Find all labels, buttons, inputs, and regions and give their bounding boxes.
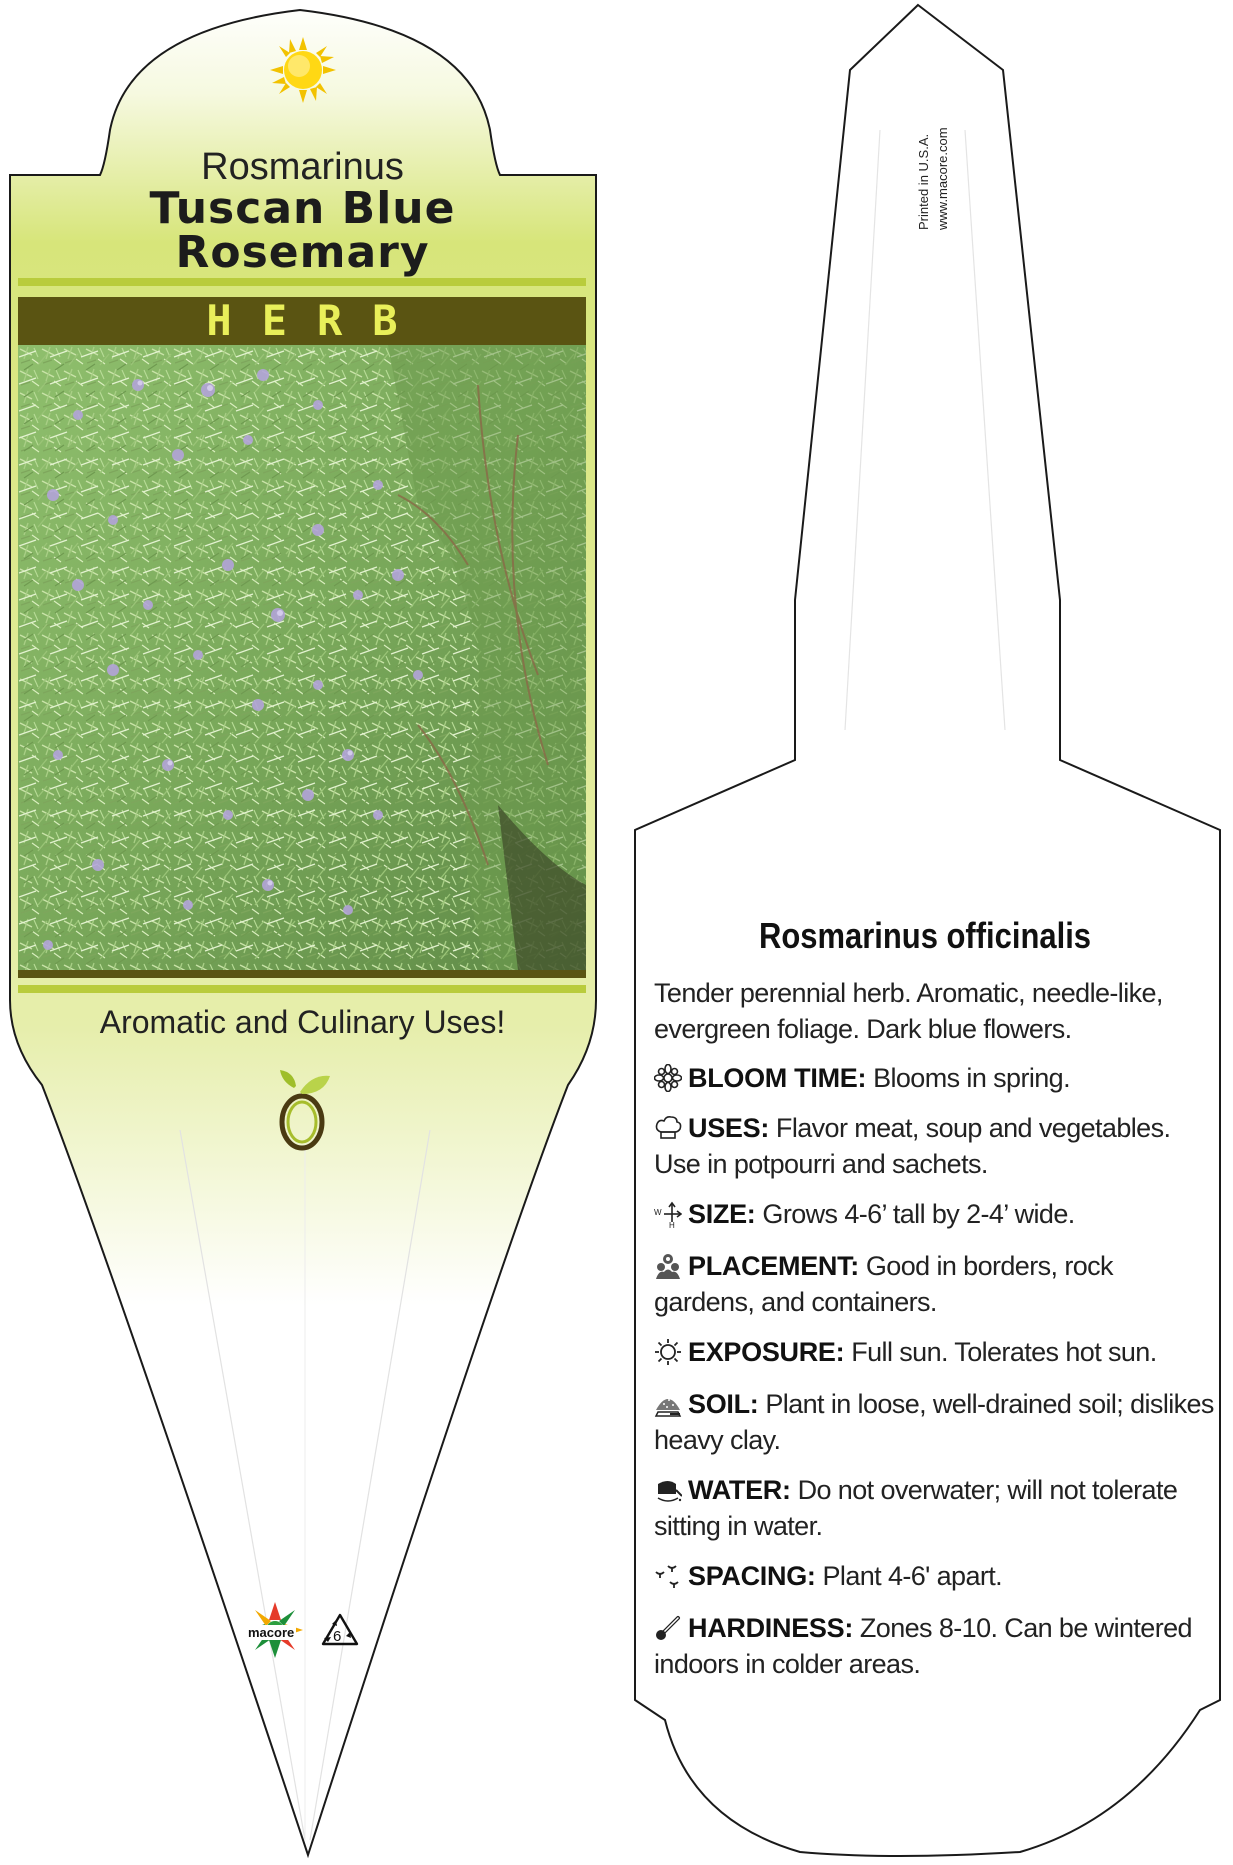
tagline: Aromatic and Culinary Uses! [99, 1004, 506, 1040]
attr-label: PLACEMENT: [688, 1251, 859, 1281]
attr-text: Blooms in spring. [866, 1063, 1070, 1093]
website-text: www.macore.com [935, 127, 950, 230]
recycle-code: 6 [333, 1628, 342, 1645]
common-name-line1: Tuscan Blue [149, 183, 456, 234]
botanical-name: Rosmarinus officinalis [758, 915, 1092, 956]
genus-name: Rosmarinus [201, 146, 404, 188]
attr-water [654, 1472, 1214, 1544]
attr-soil [654, 1386, 1214, 1458]
plant-photo [18, 345, 586, 970]
photo-divider [18, 970, 586, 978]
placement-icon [654, 1252, 682, 1280]
attr-text: Good in borders, rock gardens, and containers. [654, 1251, 1113, 1317]
attr-bloom-time [654, 1060, 1214, 1096]
plant-description: Tender perennial herb. Aromatic, needle-like, evergreen foliage. Dark blue flowers. [654, 978, 1163, 1044]
attr-label: WATER: [688, 1475, 791, 1505]
attr-label: USES: [688, 1113, 770, 1143]
flower-icon [654, 1064, 682, 1092]
sprout-logo-icon [272, 1064, 336, 1154]
attr-spacing [654, 1558, 1214, 1594]
attr-exposure [654, 1334, 1214, 1370]
attr-text: Grows 4-6’ tall by 2-4’ wide. [755, 1199, 1075, 1229]
attr-text: Flavor meat, soup and vegetables. Use in potpourri and sachets. [654, 1113, 1171, 1179]
attr-text: Plant in loose, well-drained soil; dislikes heavy clay. [654, 1389, 1214, 1455]
attr-label: SPACING: [688, 1561, 816, 1591]
attr-text: Full sun. Tolerates hot sun. [844, 1337, 1157, 1367]
attr-label: SOIL: [688, 1389, 759, 1419]
printed-in-text: Printed in U.S.A. [916, 133, 931, 230]
sun-outline-icon [654, 1338, 682, 1366]
attr-size [654, 1196, 1214, 1232]
chef-hat-icon [654, 1114, 682, 1142]
sun-icon [268, 35, 338, 105]
attr-hardiness [654, 1610, 1214, 1682]
svg-text:W: W [654, 1208, 661, 1217]
svg-text:H: H [669, 1221, 675, 1228]
size-icon [654, 1200, 682, 1228]
attr-label: HARDINESS: [688, 1613, 854, 1643]
common-name-line2: Rosemary [175, 227, 430, 278]
attr-label: EXPOSURE: [688, 1337, 845, 1367]
brand-name: macore [248, 1625, 295, 1640]
attr-text: Zones 8-10. Can be wintered indoors in colder areas. [654, 1613, 1192, 1679]
attr-label: SIZE: [688, 1199, 756, 1229]
attr-uses [654, 1110, 1214, 1182]
watering-can-icon [654, 1476, 682, 1504]
attr-placement [654, 1248, 1214, 1320]
attr-text: Plant 4-6' apart. [815, 1561, 1003, 1591]
spacing-icon [654, 1562, 682, 1590]
attr-text: Do not overwater; will not tolerate sitting in water. [654, 1475, 1178, 1541]
soil-icon [654, 1390, 682, 1418]
attr-label: BLOOM TIME: [688, 1063, 867, 1093]
thermometer-icon [654, 1614, 682, 1642]
category-label: HERB [206, 296, 428, 345]
